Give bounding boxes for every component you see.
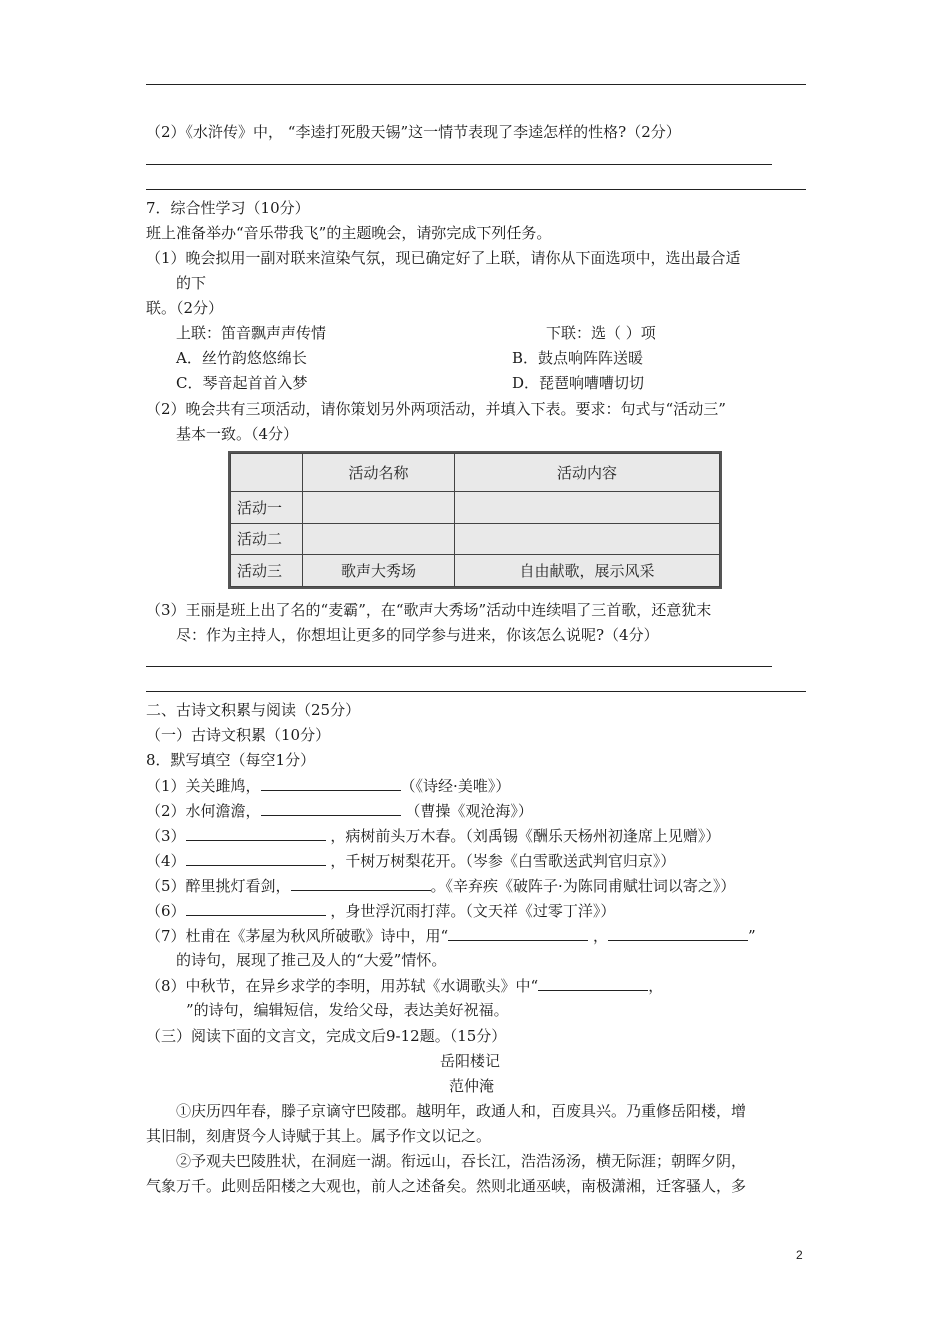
option-d: D．琵琶响嘈嘈切切 — [512, 374, 645, 392]
lower-couplet-choice: 下联：选（ ）项 — [546, 324, 656, 342]
option-b: B．鼓点响阵阵送暖 — [512, 349, 644, 367]
fill-blank[interactable] — [261, 775, 401, 791]
option-c: C．琴音起首首入梦 — [176, 374, 308, 392]
upper-couplet: 上联：笛音飘声声传情 — [176, 324, 327, 342]
item-text: （3） — [146, 827, 186, 845]
item-text: （1）关关雎鸠， — [146, 777, 261, 795]
fill-blank[interactable] — [608, 925, 748, 941]
table-cell: 活动二 — [231, 523, 303, 555]
table-row — [231, 523, 720, 555]
page-number: 2 — [796, 1248, 803, 1262]
q7-3-line1: （3）王丽是班上出了名的“麦霸”，在“歌声大秀场”活动中连续唱了三首歌，还意犹末 — [146, 601, 712, 619]
item-source: ，千树万树梨花开。（岑参《白雪歌送武判官归京》） — [330, 852, 676, 870]
table-cell — [303, 523, 455, 555]
essay-para2-line2: 气象万千。此则岳阳楼之大观也，前人之述备矣。然则北通巫峡，南极潇湘，迁客骚人，多 — [146, 1177, 747, 1195]
fill-blank[interactable] — [448, 925, 588, 941]
option-a: A．丝竹韵悠悠绵长 — [176, 349, 307, 367]
table-cell: 歌声大秀场 — [303, 555, 455, 587]
item-text: （5）醉里挑灯看剑， — [146, 877, 291, 895]
subsection1-title: （一）古诗文积累（10分） — [146, 726, 331, 744]
answer-line — [146, 164, 772, 165]
q7-2-line1: （2）晚会共有三项活动，请你策划另外两项活动，并填入下表。要求：句式与“活动三” — [146, 400, 726, 418]
item-source: ，病树前头万木春。（刘禹锡《酬乐天杨州初逢席上见赠》） — [330, 827, 721, 845]
essay-para1-line1: ①庆历四年春，滕子京谪守巴陵郡。越明年，政通人和，百废具兴。乃重修岳阳楼，增 — [176, 1102, 747, 1120]
q7-title: 7．综合性学习（10分） — [146, 199, 310, 217]
table-cell — [455, 523, 720, 555]
item-text: ” — [748, 927, 756, 945]
fill-blank[interactable] — [291, 875, 431, 891]
essay-title: 岳阳楼记 — [440, 1052, 501, 1070]
fill-item-7-cont: 的诗句，展现了推己及人的“大爱”情怀。 — [176, 951, 447, 969]
q7-1-line2: 的下 — [176, 274, 207, 292]
fill-item-8 — [146, 975, 663, 996]
section2-title: 二、古诗文积累与阅读（25分） — [146, 701, 361, 719]
table-cell: 活动三 — [231, 555, 303, 587]
table-header-cell — [231, 454, 303, 492]
q6-2-prompt: （2）《水浒传》中， “李逵打死殷天锡”这一情节表现了李逵怎样的性格?（2分） — [146, 123, 681, 141]
item-text: （7）杜甫在《茅屋为秋风所破歌》诗中，用“ — [146, 927, 449, 945]
fill-item-1 — [146, 775, 510, 796]
table-cell — [455, 492, 720, 524]
fill-item-3 — [146, 825, 720, 846]
item-source: 。《辛弃疾《破阵子·为陈同甫赋壮词以寄之》） — [430, 877, 736, 895]
fill-item-8-cont — [146, 1000, 509, 1020]
item-text: ， — [593, 927, 609, 945]
fill-item-5 — [146, 875, 735, 896]
fill-blank[interactable] — [186, 825, 326, 841]
table-cell — [303, 492, 455, 524]
table-row — [231, 492, 720, 524]
table-row — [231, 555, 720, 587]
fill-item-2 — [146, 800, 533, 821]
answer-line — [146, 666, 772, 667]
item-source: ，身世浮沉雨打萍。（文天祥《过零丁洋》） — [330, 902, 616, 920]
item-text: （8）中秋节，在异乡求学的李明，用苏轼《水调歌头》中“ — [146, 977, 539, 995]
item-text: （4） — [146, 852, 186, 870]
fill-blank[interactable] — [186, 850, 326, 866]
table-header-cell: 活动名称 — [303, 454, 455, 492]
item-text: ”的诗句，编辑短信，发给父母，表达美好祝福。 — [186, 1001, 509, 1019]
activity-table — [228, 451, 722, 589]
item-text: ， — [648, 977, 664, 995]
essay-para1-line2: 其旧制，刻唐贤今人诗赋于其上。属予作文以记之。 — [146, 1127, 492, 1145]
fill-blank[interactable] — [538, 975, 648, 991]
essay-author: 范仲淹 — [449, 1077, 495, 1095]
q7-1-line1: （1）晚会拟用一副对联来渲染气氛，现已确定好了上联，请你从下面选项中，选出最合适 — [146, 249, 741, 267]
item-text: （6） — [146, 902, 186, 920]
table-cell: 自由献歌，展示风采 — [455, 555, 720, 587]
table-header-cell: 活动内容 — [455, 454, 720, 492]
q7-1-line3: 联。（2分） — [146, 299, 224, 317]
item-source: （曹操《观沧海》） — [405, 802, 533, 820]
top-rule — [146, 84, 806, 85]
fill-item-6 — [146, 900, 615, 921]
fill-item-7 — [146, 925, 756, 946]
fill-blank[interactable] — [146, 1000, 186, 1015]
q7-3-line2: 尽：作为主持人，你想坦让更多的同学参与进来，你该怎么说呢?（4分） — [176, 626, 659, 644]
fill-blank[interactable] — [261, 800, 401, 816]
section-rule — [146, 189, 806, 190]
item-source: （《诗经·美唯》） — [400, 777, 511, 795]
fill-item-4 — [146, 850, 675, 871]
item-text: （2）水何澹澹， — [146, 802, 261, 820]
section-rule — [146, 691, 806, 692]
q7-2-line2: 基本一致。（4分） — [176, 425, 299, 443]
table-cell: 活动一 — [231, 492, 303, 524]
essay-para2-line1: ②予观夫巴陵胜状，在洞庭一湖。衔远山，吞长江，浩浩汤汤，横无际涯；朝晖夕阴， — [176, 1152, 747, 1170]
fill-blank[interactable] — [186, 900, 326, 916]
subsection3-title: （三）阅读下面的文言文，完成文后9-12题。（15分） — [146, 1027, 507, 1045]
q7-intro: 班上准备举办“音乐带我飞”的主题晚会，请弥完成下列任务。 — [146, 224, 552, 242]
q8-title: 8．默写填空（每空1分） — [146, 751, 316, 769]
